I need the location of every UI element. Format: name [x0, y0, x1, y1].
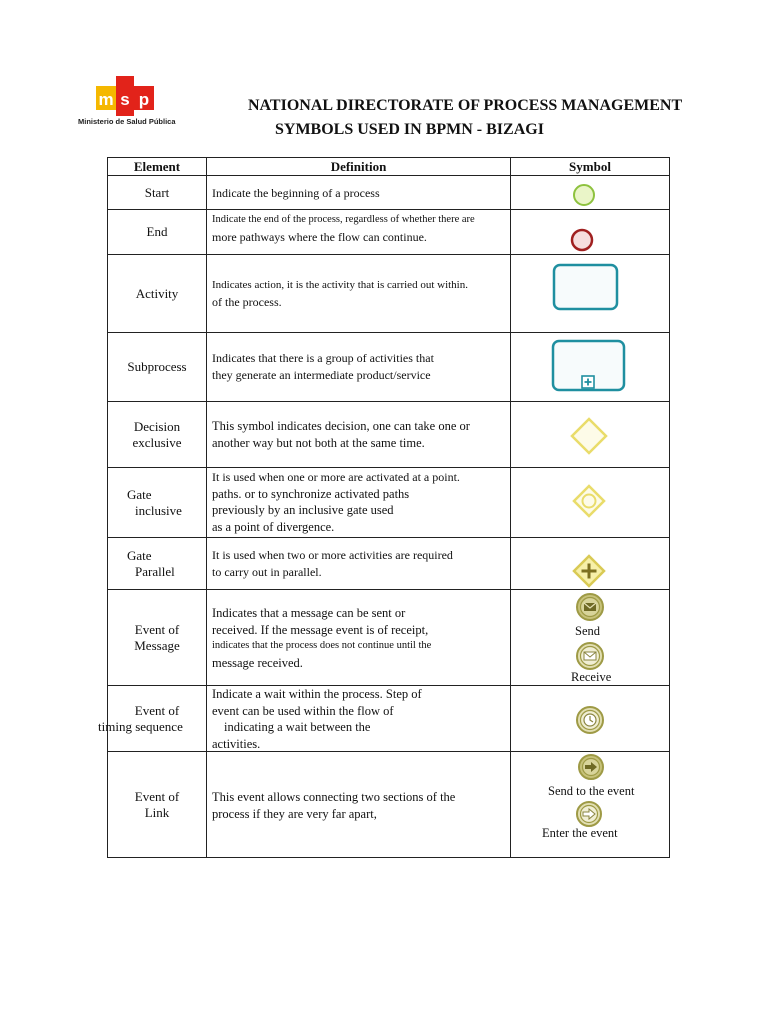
definition-text	[212, 277, 506, 310]
element-label: Decision	[133, 418, 181, 434]
logo-ministry-text: Ministerio de Salud Pública	[78, 117, 176, 126]
table-row	[108, 333, 670, 402]
definition-line: Indicate a wait within the process. Step of	[212, 687, 422, 701]
logo-letter-p: p	[138, 90, 150, 109]
element-label: End	[146, 224, 168, 239]
definition-text	[212, 547, 506, 580]
header-symbol: Symbol	[511, 158, 670, 176]
element-label: Event of	[134, 702, 180, 718]
table-row	[108, 752, 670, 858]
row-element	[108, 538, 207, 590]
definition-line: Indicate the end of the process, regardless of whether there are	[212, 214, 475, 225]
row-element	[108, 333, 207, 402]
definition-text	[212, 686, 506, 752]
table-header-row	[108, 158, 670, 176]
table-row	[108, 210, 670, 255]
subprocess-icon	[550, 338, 628, 394]
definition-line: Indicates that a message can be sent or	[212, 606, 406, 620]
row-symbol	[511, 402, 670, 468]
parallel-gateway-icon	[571, 553, 607, 589]
row-symbol	[511, 255, 670, 333]
row-definition	[207, 538, 511, 590]
message-receive-caption: Receive	[571, 670, 612, 684]
definition-line: process if they are very far apart,	[212, 806, 377, 821]
element-label: Message	[134, 637, 180, 653]
definition-line: to carry out in parallel.	[212, 564, 322, 579]
definition-text	[212, 605, 506, 671]
row-definition	[207, 590, 511, 686]
row-element	[108, 210, 207, 255]
definition-text	[212, 418, 506, 451]
element-label: Gate	[127, 547, 152, 563]
row-symbol	[511, 752, 670, 858]
page-subtitle: SYMBOLS USED IN BPMN - BIZAGI	[275, 121, 544, 138]
definition-line: previously by an inclusive gate used	[212, 503, 394, 517]
definition-line: another way but not both at the same time.	[212, 435, 425, 450]
row-element	[108, 468, 207, 538]
table-row	[108, 590, 670, 686]
table-row	[108, 176, 670, 210]
row-symbol	[511, 333, 670, 402]
definition-line: This event allows connecting two sections of the	[212, 790, 456, 804]
msp-logo-mark	[96, 76, 168, 116]
timer-event-icon	[575, 705, 605, 735]
element-label: exclusive	[132, 434, 182, 450]
row-symbol	[511, 176, 670, 210]
link-enter-event-icon	[575, 800, 603, 828]
definition-line: paths. or to synchronize activated paths	[212, 486, 410, 501]
element-label: Event of	[134, 621, 180, 637]
element-label: Start	[144, 184, 170, 200]
definition-line: Indicate the beginning of a process	[212, 186, 380, 200]
table-row	[108, 686, 670, 752]
row-element	[108, 752, 207, 858]
definition-text	[212, 789, 506, 822]
bpmn-symbols-table	[98, 157, 670, 858]
row-element	[108, 590, 207, 686]
inclusive-gateway-icon	[571, 483, 607, 519]
definition-line: indicating a wait between the	[224, 720, 371, 734]
row-element	[108, 255, 207, 333]
element-label: Event of	[134, 788, 180, 804]
row-element	[98, 686, 207, 752]
row-symbol	[511, 538, 670, 590]
definition-line: message received.	[212, 655, 303, 670]
logo-letter-s: s	[120, 90, 130, 109]
definition-line: Indicates that there is a group of activities that	[212, 351, 434, 365]
definition-line: they generate an intermediate product/service	[212, 367, 431, 382]
message-receive-event-icon	[575, 641, 605, 671]
element-label: Gate	[127, 486, 152, 502]
row-definition	[207, 752, 511, 858]
row-symbol	[511, 210, 670, 255]
exclusive-gateway-icon	[569, 416, 609, 456]
definition-line: of the process.	[212, 294, 282, 309]
definition-line: Indicates action, it is the activity that is carried out within.	[212, 279, 468, 291]
activity-task-icon	[551, 262, 621, 312]
row-definition	[207, 686, 511, 752]
row-definition	[207, 176, 511, 210]
element-label: Subprocess	[127, 359, 187, 374]
link-send-caption: Send to the event	[548, 784, 635, 798]
row-element	[108, 402, 207, 468]
definition-line: This symbol indicates decision, one can take one or	[212, 419, 470, 433]
link-send-event-icon	[577, 753, 605, 781]
start-event-icon	[571, 182, 597, 208]
definition-text	[212, 469, 506, 535]
definition-line: event can be used within the flow of	[212, 703, 394, 718]
table-row	[108, 468, 670, 538]
element-label: inclusive	[135, 502, 182, 518]
row-definition	[207, 468, 511, 538]
row-definition	[207, 255, 511, 333]
logo-letter-m: m	[98, 90, 114, 109]
element-label: Parallel	[135, 563, 175, 579]
header-element: Element	[108, 158, 207, 176]
definition-line: more pathways where the flow can continue.	[212, 229, 427, 244]
table-row	[108, 402, 670, 468]
definition-line: indicates that the process does not continue until the	[212, 640, 432, 651]
header-definition: Definition	[207, 158, 511, 176]
row-definition	[207, 333, 511, 402]
end-event-icon	[569, 227, 595, 253]
row-element	[108, 176, 207, 210]
definition-text	[212, 185, 506, 202]
message-send-caption: Send	[575, 624, 600, 638]
definition-line: received. If the message event is of receipt,	[212, 622, 429, 637]
definition-line: as a point of divergence.	[212, 519, 335, 534]
definition-line: activities.	[212, 736, 261, 751]
definition-line: It is used when one or more are activated at a point.	[212, 470, 460, 484]
element-label: timing sequence	[98, 718, 183, 734]
element-label: Activity	[135, 285, 179, 301]
page-title: NATIONAL DIRECTORATE OF PROCESS MANAGEMENT	[248, 97, 683, 114]
definition-text	[212, 212, 506, 245]
table-row	[108, 255, 670, 333]
msp-logo	[78, 76, 188, 132]
row-symbol	[511, 590, 670, 686]
element-label: Link	[144, 804, 170, 820]
definition-line: It is used when two or more activities are required	[212, 548, 453, 562]
message-send-event-icon	[575, 592, 605, 622]
row-symbol	[511, 468, 670, 538]
definition-text	[212, 350, 506, 383]
row-definition	[207, 402, 511, 468]
table-row	[108, 538, 670, 590]
row-symbol	[511, 686, 670, 752]
row-definition	[207, 210, 511, 255]
link-enter-caption: Enter the event	[542, 826, 618, 840]
